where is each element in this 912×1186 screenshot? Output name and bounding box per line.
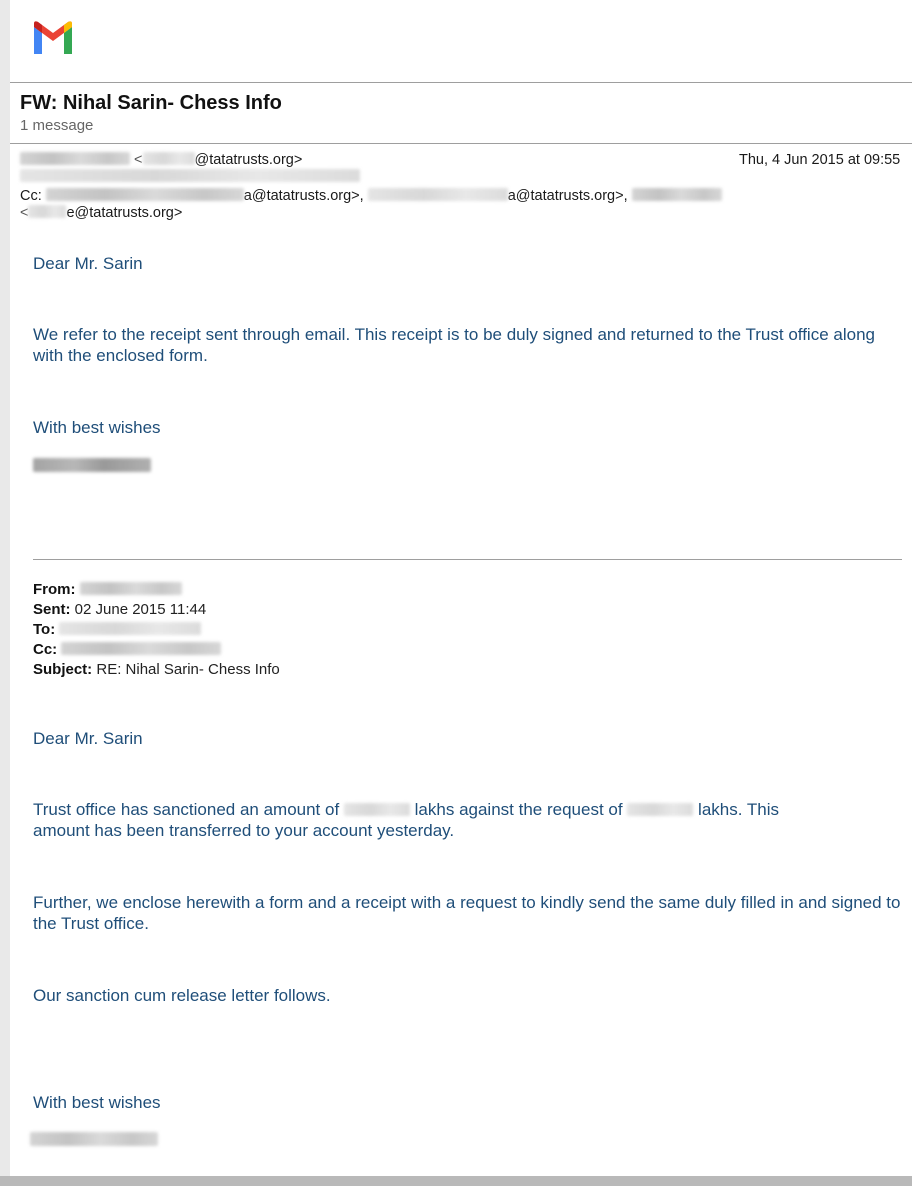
body-paragraph-1: We refer to the receipt sent through email. This receipt is to be duly signed and returned to the Trust office along with the enclosed form.: [33, 325, 875, 365]
redacted-sender-name: [20, 152, 130, 165]
signature: [33, 455, 903, 476]
fwd-subject-line: [33, 661, 280, 678]
redacted-fwd-to: [59, 622, 201, 635]
bottom-scroll-edge: [0, 1176, 912, 1186]
redacted-sender-user: [143, 152, 195, 165]
closing: With best wishes: [33, 418, 161, 437]
fwd-to-line: [33, 621, 201, 638]
fwd-closing: With best wishes: [33, 1093, 161, 1112]
subject-divider: [10, 143, 912, 144]
fwd-signature: [30, 1129, 900, 1150]
fwd-paragraph-3: Our sanction cum release letter follows.: [33, 986, 331, 1005]
redacted-to-addresses: [20, 169, 360, 182]
cc-address-2: a@tatatrusts.org>,: [507, 188, 628, 204]
redacted-fwd-cc: [61, 642, 221, 655]
fwd-sent-value: 02 June 2015 11:44: [74, 601, 207, 618]
email-subject: FW: Nihal Sarin- Chess Info: [20, 92, 282, 114]
fwd-paragraph-2: Further, we enclose herewith a form and a receipt with a request to kindly send the same duly filled in and signed to the Trust office.: [33, 893, 901, 933]
fwd-from-label: From:: [33, 581, 76, 598]
redacted-cc-user-3: [28, 205, 66, 218]
redacted-fwd-signature: [30, 1132, 158, 1146]
fwd-to-label: To:: [33, 621, 56, 638]
forward-divider: [33, 559, 902, 560]
fwd-para1-part-d: amount has been transferred to your account yesterday.: [33, 821, 455, 840]
gmail-logo-icon: [30, 18, 76, 56]
to-line: [20, 169, 360, 185]
fwd-subject-label: Subject:: [33, 661, 93, 678]
fwd-from-line: [33, 581, 182, 598]
fwd-sent-line: [33, 601, 206, 618]
cc-line: [20, 188, 722, 204]
redacted-sanctioned-amount: [344, 803, 410, 816]
fwd-paragraph-1: [33, 799, 903, 841]
redacted-cc-name-2: [368, 188, 508, 201]
fwd-cc-line: [33, 641, 221, 658]
redacted-requested-amount: [627, 803, 693, 816]
header-divider: [10, 82, 912, 83]
cc-label: Cc:: [20, 188, 42, 204]
email-print-page: [10, 0, 912, 1176]
sender-domain: @tatatrusts.org>: [194, 152, 303, 168]
fwd-para1-part-b: lakhs against the request of: [414, 800, 623, 819]
fwd-para1-part-a: Trust office has sanctioned an amount of: [33, 800, 340, 819]
sender-line: < @tatatrusts.org>: [20, 152, 302, 168]
greeting: Dear Mr. Sarin: [33, 254, 143, 273]
redacted-cc-name-1: [46, 188, 244, 201]
fwd-subject-value: RE: Nihal Sarin- Chess Info: [96, 661, 280, 678]
cc-line-2: < e@tatatrusts.org>: [20, 205, 183, 221]
message-count: 1 message: [20, 117, 94, 134]
cc-address-3: e@tatatrusts.org>: [66, 205, 183, 221]
fwd-para1-part-c: lakhs. This: [698, 800, 779, 819]
redacted-signature: [33, 458, 151, 472]
redacted-fwd-from: [80, 582, 182, 595]
fwd-greeting: Dear Mr. Sarin: [33, 729, 143, 748]
redacted-cc-name-3: [632, 188, 722, 201]
email-date: Thu, 4 Jun 2015 at 09:55: [739, 152, 901, 168]
fwd-cc-label: Cc:: [33, 641, 58, 658]
cc-address-1: a@tatatrusts.org>,: [243, 188, 364, 204]
fwd-sent-label: Sent:: [33, 601, 71, 618]
